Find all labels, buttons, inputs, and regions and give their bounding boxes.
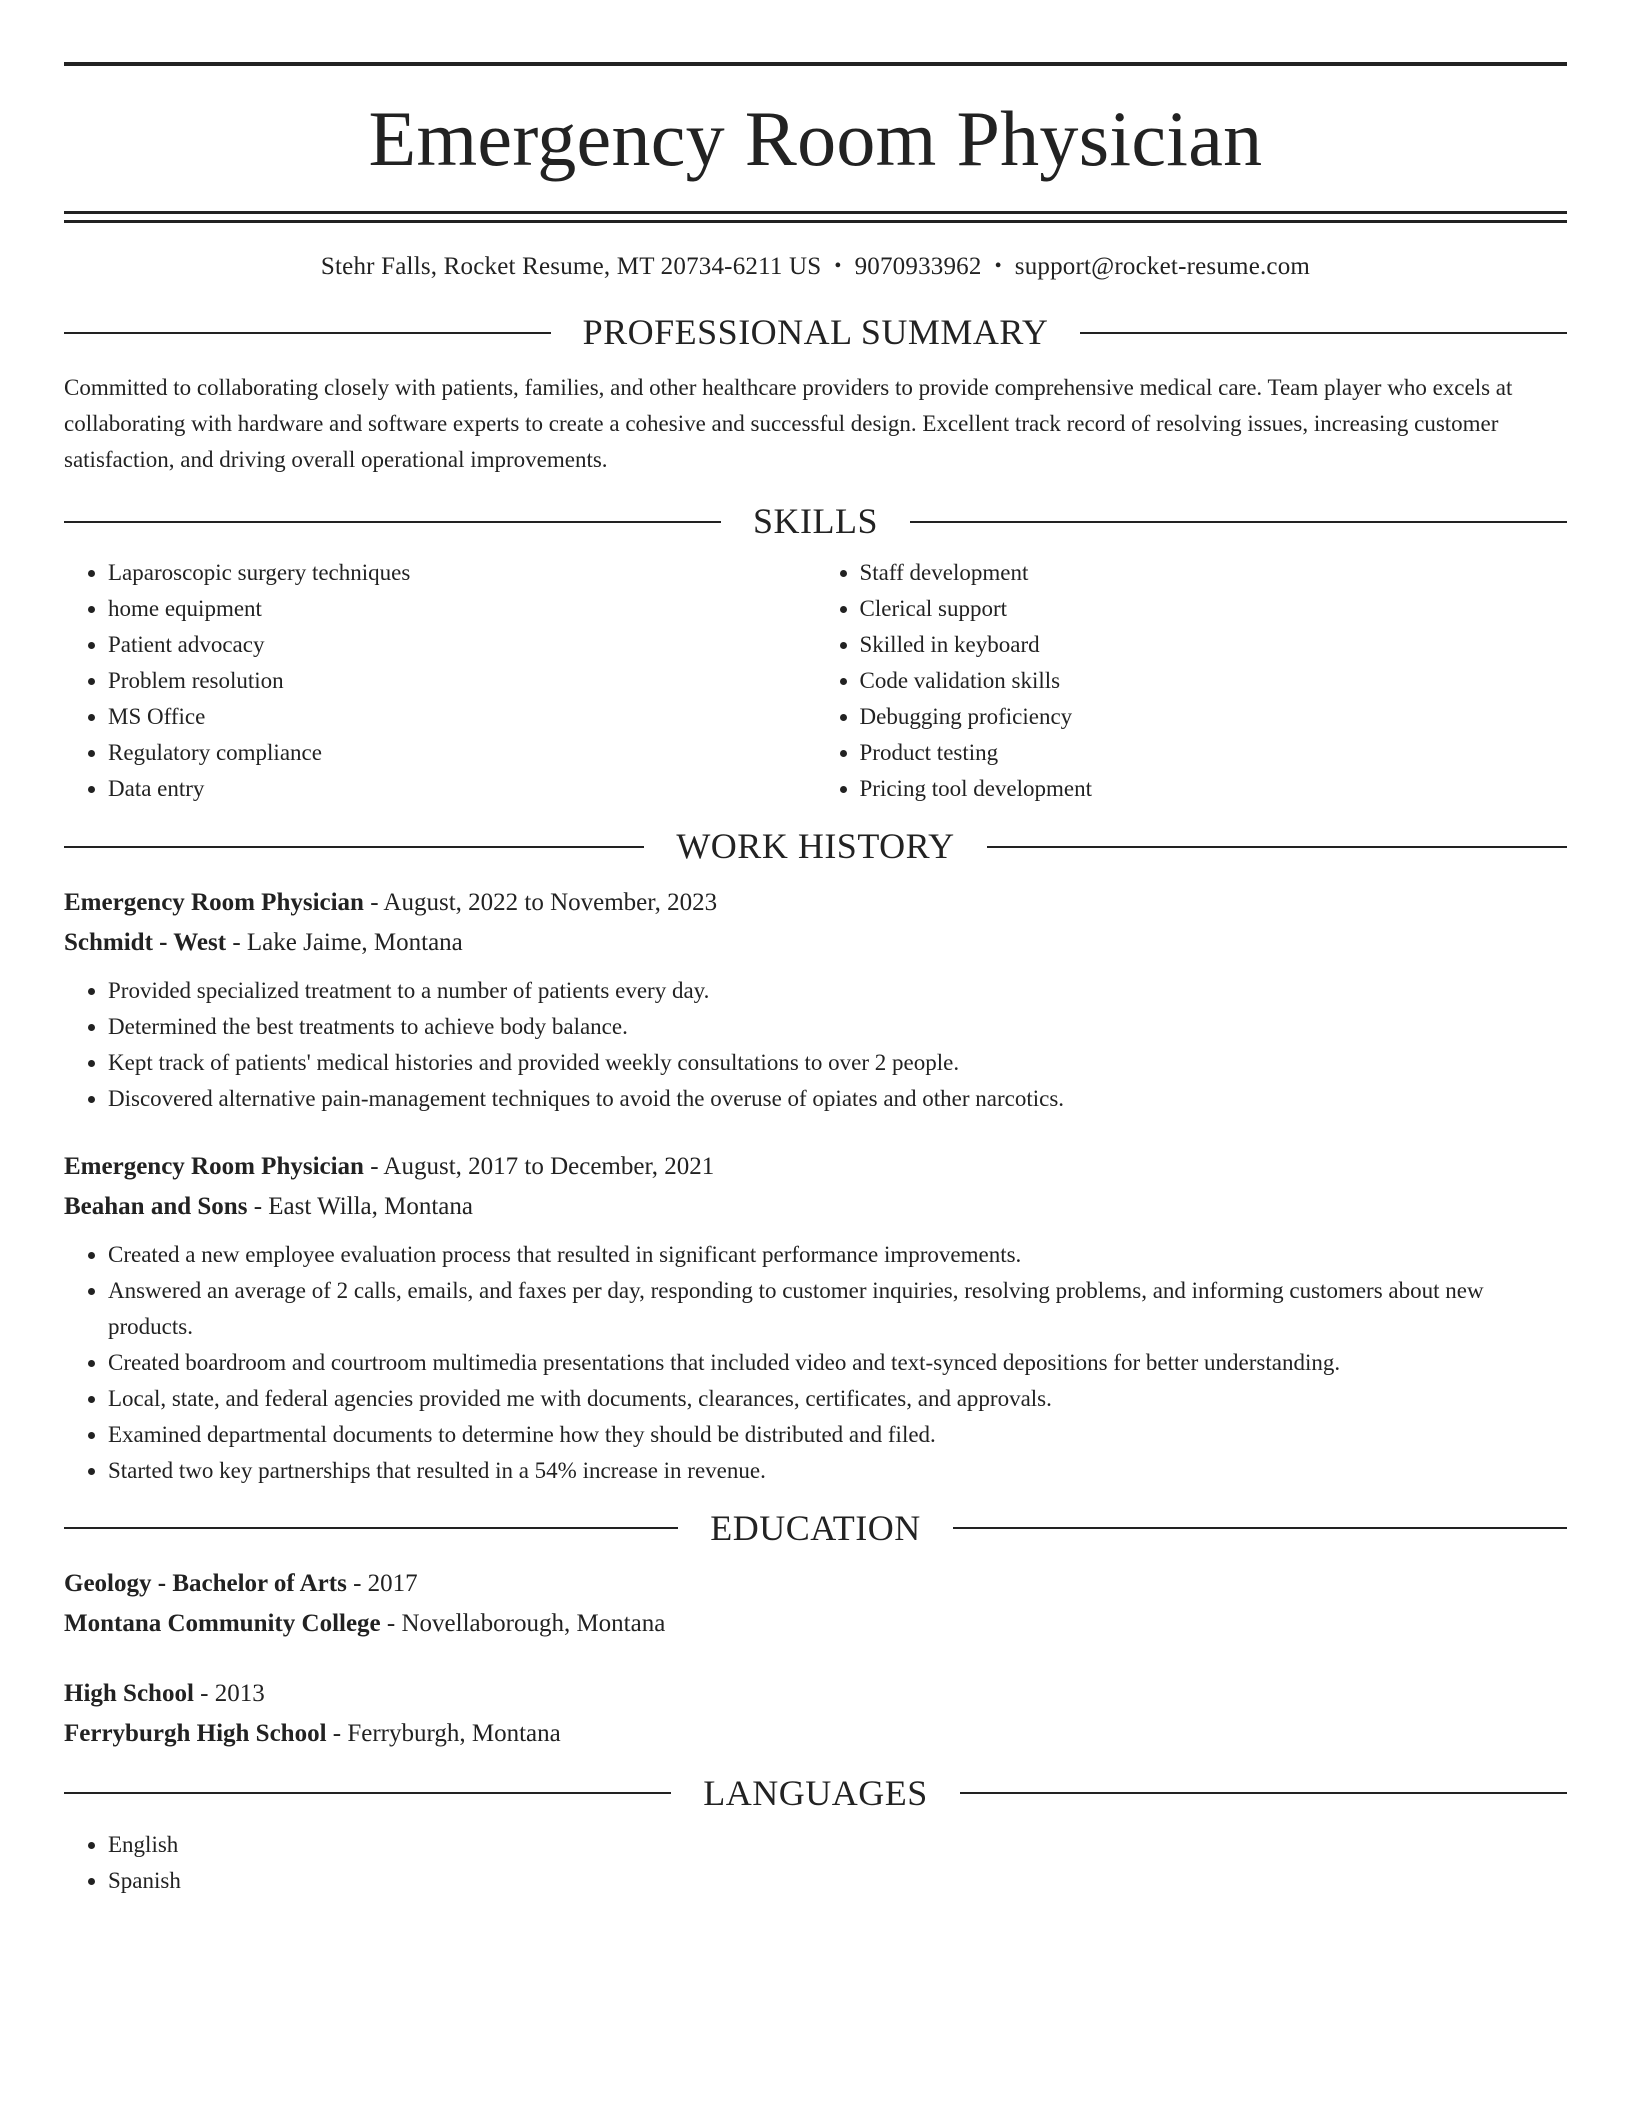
education-entry	[64, 1674, 1567, 1754]
job-role: Emergency Room Physician	[64, 1152, 364, 1180]
education-degree-line	[64, 1564, 1567, 1604]
section-title: LANGUAGES	[703, 1772, 928, 1813]
skill-item: • Data entry	[108, 771, 816, 807]
contact-line	[64, 253, 1567, 281]
section-heading-summary	[64, 311, 1567, 354]
education-school: Montana Community College	[64, 1609, 381, 1637]
job-company: Schmidt - West	[64, 928, 227, 956]
heading-rule	[64, 332, 551, 334]
heading-rule	[64, 1527, 678, 1529]
languages-list	[64, 1827, 1567, 1899]
job-dates: - August, 2022 to November, 2023	[363, 888, 718, 916]
contact-address: Stehr Falls, Rocket Resume, MT 20734-6211 US	[320, 253, 822, 280]
job-bullet: • Started two key partnerships that resulted in a 54% increase in revenue.	[108, 1453, 1567, 1489]
job-bullet: • Provided specialized treatment to a number of patients every day.	[108, 973, 1567, 1009]
heading-rule	[64, 521, 721, 523]
skill-item: • Pricing tool development	[860, 771, 1568, 807]
education-school-line	[64, 1714, 1567, 1754]
section-heading-education	[64, 1507, 1567, 1550]
skill-item: • Staff development	[860, 555, 1568, 591]
contact-separator: •	[994, 255, 1002, 277]
heading-rule	[953, 1527, 1567, 1529]
education-degree: Geology - Bachelor of Arts	[64, 1569, 347, 1597]
section-heading-skills	[64, 500, 1567, 543]
education-location: - Novellaborough, Montana	[380, 1609, 666, 1637]
education-school: Ferryburgh High School	[64, 1719, 327, 1747]
skill-item: • Product testing	[860, 735, 1568, 771]
job-company-line	[64, 923, 1567, 963]
job-bullet: • Local, state, and federal agencies provided me with documents, clearances, certificates, and approvals.	[108, 1381, 1567, 1417]
job-bullet: • Answered an average of 2 calls, emails, and faxes per day, responding to customer inquiries, resolving problems, and informing customers about new products.	[108, 1273, 1567, 1345]
job-company-line	[64, 1187, 1567, 1227]
section-title: PROFESSIONAL SUMMARY	[582, 312, 1049, 352]
skill-item: • Code validation skills	[860, 663, 1568, 699]
heading-rule	[64, 1792, 671, 1794]
heading-rule	[64, 846, 644, 848]
skills-column-left	[64, 555, 816, 807]
job-company: Beahan and Sons	[64, 1192, 248, 1220]
skill-item: • MS Office	[108, 699, 816, 735]
education-year: - 2013	[193, 1679, 265, 1707]
education-degree: High School	[64, 1679, 194, 1707]
education-location: - Ferryburgh, Montana	[326, 1719, 561, 1747]
section-heading-languages	[64, 1772, 1567, 1815]
section-title: SKILLS	[753, 501, 879, 542]
education-degree-line	[64, 1674, 1567, 1714]
education-year: - 2017	[346, 1569, 418, 1597]
job-bullet: • Determined the best treatments to achieve body balance.	[108, 1009, 1567, 1045]
job-bullet: • Created a new employee evaluation process that resulted in significant performance improvements.	[108, 1237, 1567, 1273]
skill-item: • Debugging proficiency	[860, 699, 1568, 735]
heading-rule	[1080, 332, 1567, 334]
job-bullets	[64, 1237, 1567, 1489]
language-item: • English	[108, 1827, 1567, 1863]
skill-item: • Patient advocacy	[108, 627, 816, 663]
job-dates: - August, 2017 to December, 2021	[363, 1152, 715, 1180]
heading-rule	[987, 846, 1567, 848]
job-location: - Lake Jaime, Montana	[226, 928, 463, 956]
job-bullet: • Kept track of patients' medical histories and provided weekly consultations to over 2 people.	[108, 1045, 1567, 1081]
job-bullet: • Created boardroom and courtroom multimedia presentations that included video and text-synced depositions for better understanding.	[108, 1345, 1567, 1381]
section-heading-work	[64, 825, 1567, 868]
skill-item: • Skilled in keyboard	[860, 627, 1568, 663]
job-bullet: • Discovered alternative pain-management techniques to avoid the overuse of opiates and other narcotics.	[108, 1081, 1567, 1117]
heading-rule	[960, 1792, 1567, 1794]
skills-list	[64, 555, 1567, 807]
summary-text: Committed to collaborating closely with patients, families, and other healthcare providers to provide comprehensive medical care. Team player who excels at collaborating with hardware and software experts to create a cohesive and successful design. Excellent track record of resolving issues, increasing customer satisfaction, and driving overall operational improvements.	[64, 375, 1513, 473]
contact-separator: •	[834, 255, 842, 277]
education-entry	[64, 1564, 1567, 1644]
job-location: - East Willa, Montana	[247, 1192, 473, 1220]
skill-item: • Clerical support	[860, 591, 1568, 627]
job-bullet: • Examined departmental documents to determine how they should be distributed and filed.	[108, 1417, 1567, 1453]
contact-email: support@rocket-resume.com	[1014, 253, 1311, 280]
skills-column-right	[816, 555, 1568, 807]
header-top-rule	[64, 62, 1567, 66]
language-item: • Spanish	[108, 1863, 1567, 1899]
job-role: Emergency Room Physician	[64, 888, 364, 916]
skill-item: • home equipment	[108, 591, 816, 627]
resume-name: Emergency Room Physician	[368, 95, 1263, 182]
job-entry	[64, 883, 1567, 1117]
job-title-line	[64, 883, 1567, 923]
skill-item: • Regulatory compliance	[108, 735, 816, 771]
contact-phone: 9070933962	[854, 253, 982, 280]
skill-item: • Laparoscopic surgery techniques	[108, 555, 816, 591]
resume-page	[64, 62, 1567, 1899]
job-bullets	[64, 973, 1567, 1117]
heading-rule	[910, 521, 1567, 523]
skill-item: • Problem resolution	[108, 663, 816, 699]
job-entry	[64, 1147, 1567, 1489]
job-title-line	[64, 1147, 1567, 1187]
section-title: EDUCATION	[710, 1507, 921, 1548]
education-school-line	[64, 1604, 1567, 1644]
header-double-rule	[64, 211, 1567, 223]
section-title: WORK HISTORY	[676, 826, 955, 867]
